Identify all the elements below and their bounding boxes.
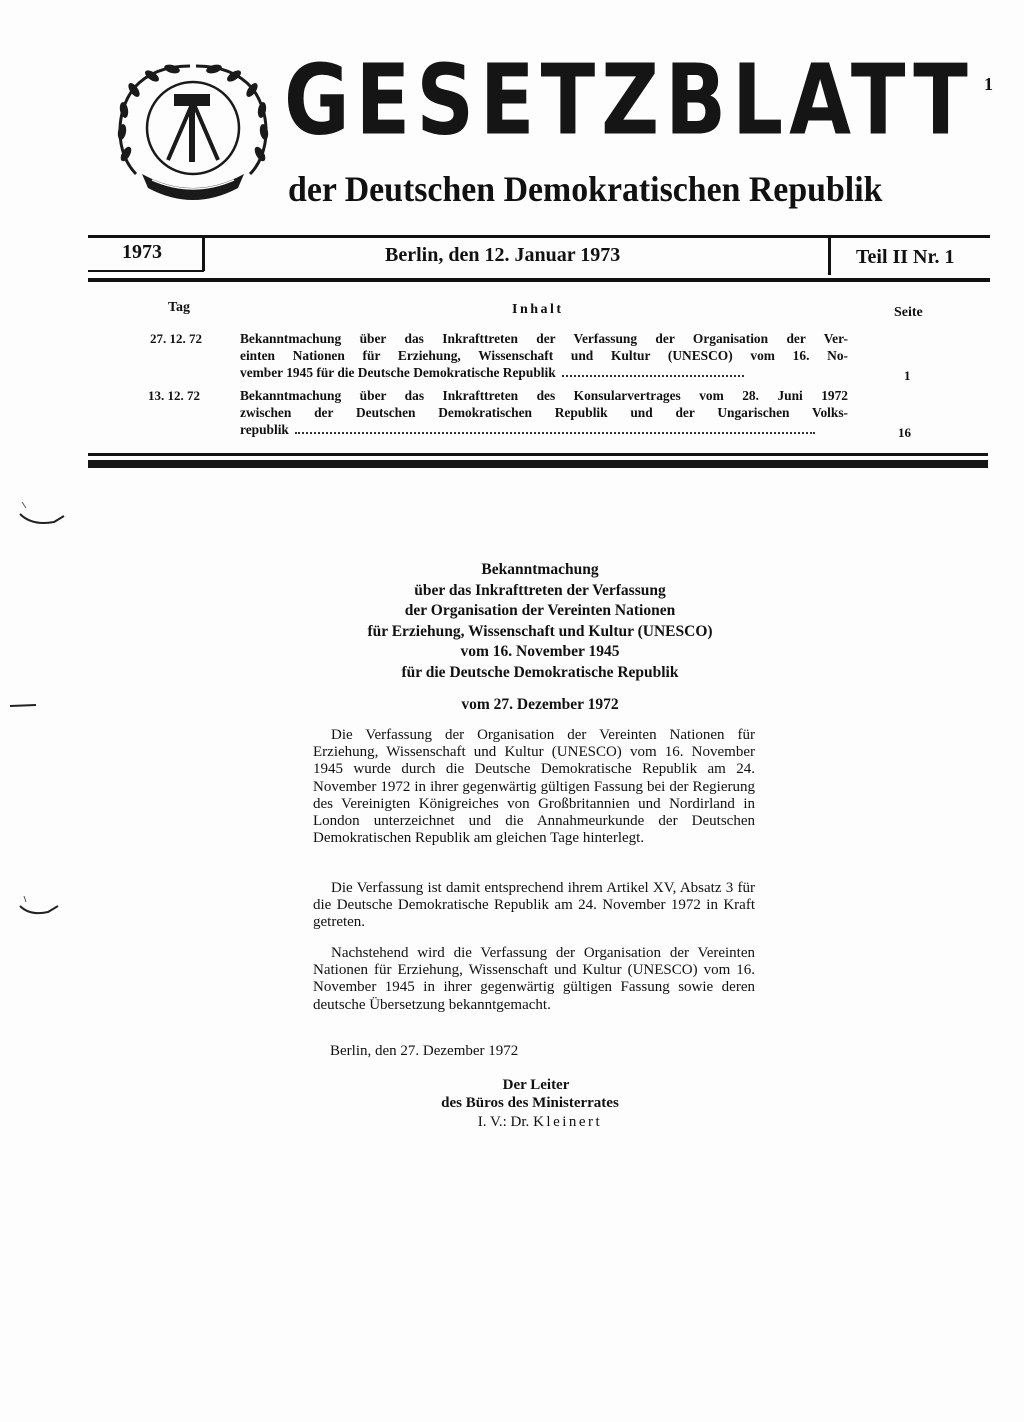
contents-end-rule xyxy=(88,453,988,456)
contents-entry-line: republik xyxy=(240,422,289,437)
announcement-paragraph: Die Verfassung ist damit entsprechend ihrem Artikel XV, Absatz 3 für die Deutsche Demokratische Republik am 24. November 1972 in Kraft getreten. xyxy=(313,880,755,931)
signatory xyxy=(300,1114,780,1131)
masthead-subtitle: der Deutschen Demokratischen Republik xyxy=(288,169,883,209)
contents-entry-date: 13. 12. 72 xyxy=(148,388,200,403)
scan-mark-artifact xyxy=(18,896,62,926)
announcement-paragraph: Nachstehend wird die Verfassung der Organisation der Vereinten Nationen für Erziehung, Wissenschaft und Kultur (UNESCO) vom 16. November 1945 in ihrer gegenwärtig gültigen Fassung sowie deren deutsche Übersetzung bekanntgemacht. xyxy=(313,945,755,1013)
issue-bar-top-rule xyxy=(88,235,990,238)
announcement-title-line: für Erziehung, Wissenschaft und Kultur (UNESCO) xyxy=(367,622,713,640)
contents-entry-line: einten Nationen für Erziehung, Wissenschaft und Kultur (UNESCO) vom 16. No- xyxy=(240,348,848,363)
contents-heading: Inhalt xyxy=(512,302,564,317)
announcement-paragraph: Die Verfassung der Organisation der Vereinten Nationen für Erziehung, Wissenschaft und Kultur (UNESCO) vom 16. November 1945 wurde durch die Deutsche Demokratische Republik am 24. November 1972 in ihrer gegenwärtig gültigen Fassung bei der Regierung des Vereinigten Königreiches von Großbritannien und Nordirland in London unterzeichnet und die Annahmeurkunde der Deutschen Demokratischen Republik am gleichen Tage hinterlegt. xyxy=(313,727,755,847)
announcement-title-line: über das Inkrafttreten der Verfassung xyxy=(414,581,666,599)
signatory-name: Kleinert xyxy=(533,1114,603,1130)
contents-entry-line: vember 1945 für die Deutsche Demokratische Republik xyxy=(240,365,556,380)
issue-bar-left-underline xyxy=(88,270,204,272)
signature-title: des Büros des Ministerrates xyxy=(441,1095,619,1111)
contents-date-column-header: Tag xyxy=(168,300,191,315)
contents-page-column-header: Seite xyxy=(894,305,923,320)
scan-mark-artifact xyxy=(10,700,40,710)
scan-mark-artifact xyxy=(18,498,68,538)
contents-entry-line: Bekanntmachung über das Inkrafttreten der Verfassung der Organisation der Ver- xyxy=(240,331,848,346)
announcement-title-line: der Organisation der Vereinten Nationen xyxy=(404,602,676,619)
announcement-title-line: für die Deutsche Demokratische Republik xyxy=(401,663,679,681)
issue-bar-divider-left xyxy=(202,235,205,271)
announcement-title xyxy=(300,560,780,683)
signatory-prefix: I. V.: Dr. xyxy=(477,1114,530,1130)
contents-entry-line: Bekanntmachung über das Inkrafttreten des Konsularvertrages vom 28. Juni 1972 xyxy=(240,388,848,403)
contents-entry-page: 16 xyxy=(898,425,911,440)
contents-entry-text xyxy=(240,387,848,438)
issue-part-number: Teil II Nr. 1 xyxy=(856,246,955,268)
announcement-title-line: vom 16. November 1945 xyxy=(460,643,620,660)
issue-bar-bottom-rule xyxy=(88,278,990,282)
page-number: 1 xyxy=(984,74,993,94)
contents-dot-leader xyxy=(562,375,744,377)
contents-dot-leader xyxy=(295,432,815,434)
contents-entry-page: 1 xyxy=(904,368,911,383)
announcement-date: vom 27. Dezember 1972 xyxy=(461,696,619,713)
issue-place-date: Berlin, den 12. Januar 1973 xyxy=(385,244,621,266)
contents-end-rule-heavy xyxy=(88,460,988,468)
announcement-place-date: Berlin, den 27. Dezember 1972 xyxy=(330,1043,519,1059)
gdr-state-emblem-icon xyxy=(112,62,274,202)
signature-title: Der Leiter xyxy=(502,1077,570,1093)
masthead-title: GESETZBLATT xyxy=(284,43,974,157)
issue-year: 1973 xyxy=(122,241,162,263)
announcement-title-line: Bekanntmachung xyxy=(481,561,599,578)
contents-entry-date: 27. 12. 72 xyxy=(150,331,202,346)
contents-entry-text xyxy=(240,330,848,381)
issue-bar-divider-right xyxy=(828,237,831,275)
contents-entry-line: zwischen der Deutschen Demokratischen Republik und der Ungarischen Volks- xyxy=(240,405,848,420)
